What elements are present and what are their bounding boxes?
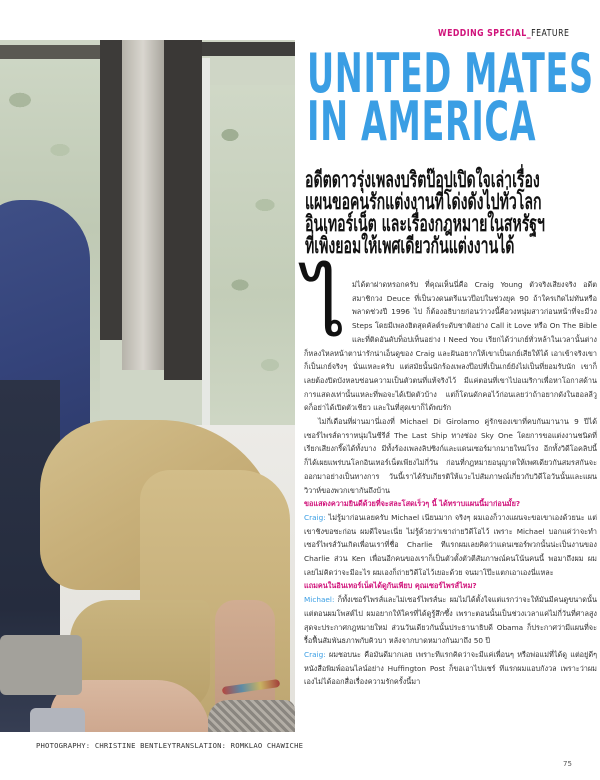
window-frame-light bbox=[122, 40, 164, 370]
interview-question-1: ขอแสดงความยินดีด้วยที่จะสละโสดเร็วๆ นี้ ได้ทราบแผนนี้มาก่อนมั้ย? bbox=[304, 499, 521, 509]
translation-credit: TRANSLATION: ROMKLAO CHAWICHE bbox=[171, 741, 304, 750]
patterned-shoe bbox=[208, 700, 295, 732]
photo-credits bbox=[36, 741, 304, 750]
headline-line-2: IN AMERICA bbox=[307, 90, 537, 153]
speaker-craig: Craig: bbox=[304, 512, 326, 522]
interview-answer-1 bbox=[304, 511, 597, 580]
paragraph-2: ไม่กี่เดือนที่ผ่านมานี่เองที่ Michael Di Girolamo คู่รักของเขาที่คบกันมานาน 9 ปีได้เซอร์ไพรส์ดาราหนุ่มในซีรีส์ The Last Ship ทางช่อง Sky One โดยการขอแต่งงานชนิดที่เรียกเสียงกรี๊ดได้ทั้งบาง มีทั้งร้องเพลงลิปซิงก์และแดนเซอร์มากมายใหม่โรง อีกทั้งวิดีโอคลิปนี้ก็ได้เผยแพร่บนโลกอินเทอร์เน็ตเพียงไม่กี่วัน ก่อนที่กฎหมายอนุญาตให้เพศเดียวกันสมรสกันจะออกมาอย่างเป็นทางการ วันนี้เราได้รับเกียรติให้แวะไปสัมภาษณ์เกี่ยวกับวิดีโอวันนั้นและแผนวิวาห์ของพวกเขากันถึงบ้าน bbox=[304, 417, 597, 495]
headline bbox=[307, 42, 594, 153]
page-number: 75 bbox=[563, 760, 572, 768]
kicker-highlight: WEDDING SPECIAL bbox=[438, 28, 527, 39]
feature-photo bbox=[0, 40, 295, 732]
kicker-separator: _ bbox=[526, 28, 532, 39]
drop-cap: ไ bbox=[304, 258, 347, 356]
window-sash-left bbox=[0, 45, 110, 59]
interview-question-2: แถมคนในอินเทอร์เน็ตได้ดูกันเพียบ คุณเซอร์ไพรส์ไหม? bbox=[304, 581, 477, 591]
article-body bbox=[304, 258, 597, 689]
answer-text-3: ผมชอบนะ คือมันดีมากเลย เพราะทีแรกคิดว่าจะมีแค่เพื่อนๆ หรือพ่อแม่ที่ได้ดู แต่อยู่ดีๆ หนังสือพิมพ์ออนไลน์อย่าง Huffington Post ก็ขอเอาไปแชร์ ทีแรกผมแอบกังวล เพราะว่าผมเองไม่ได้ออกสื่อเรื่องความรักครั้งนี้มา bbox=[304, 649, 597, 687]
interview-answer-2 bbox=[304, 593, 597, 648]
window-edge bbox=[202, 58, 210, 478]
intro-text: ม่ได้ตาฝาดหรอกครับ ที่คุณเห็นนี่คือ Craig Young ตัวจริงเสียงจริง อดีตสมาชิกวง Deuce ที่เป็นวงดนตรีแนวป๊อปในช่วงยุค 90 ถ้าใครเกิดไม่ทันหรือพลาดช่วงปี 1996 ไป ก็ต้องอธิบายก่อนว่าวงนี้คือวงหนุ่มสาวก่อนหน้าที่จะมีวง Steps โดยมีเพลงฮิตสุดคัลต์ระดับชาติอย่าง Call it Love หรือ On The Bible และที่ติดอันดับท็อปเท็นอย่าง I Need You เรียกได้ว่าเกย์ทั่วหล้าในเวลานั้นต่างก็หลงใหลหน้าตาน่ารักน่าเอ็นดูของ Craig และฝันอยากให้เขาเป็นเกย์เสียให้ได้ เอาเข้าจริงเขาก็เป็นเกย์จริงๆ นั่นแหละครับ แต่สมัยนั้นนักร้องเพลงป๊อปที่เป็นเกย์ยังไม่เป็นที่ยอมรับนัก เขาก็เลยต้องปิดบังหลบซ่อนความเป็นตัวตนที่แท้จริงไว้ มีแค่ตอนที่เขาไปอเมริกาเพื่อหาโอกาสด้านการแสดงเท่านั้นแหละที่พอจะได้เปิดตัวบ้าง แต่ก็โดนดักคอไว้ก่อนเลยว่าถ้าอยากดังในฮอลลีวูดก็อย่าได้เปิดตัวเชียว และในที่สุดเขาก็ได้พบรัก bbox=[304, 280, 597, 413]
standfirst-line-1: อดีตดาวรุ่งเพลงบริตป๊อปเปิดใจเล่าเรื่อง bbox=[305, 168, 540, 193]
window-sash-right bbox=[200, 42, 295, 56]
rolled-cuff bbox=[0, 635, 82, 695]
interview-answer-3 bbox=[304, 648, 597, 689]
photography-credit: PHOTOGRAPHY: CHRISTINE BENTLEY bbox=[36, 741, 172, 750]
answer-text-1: ไม่รู้มาก่อนเลยครับ Michael เนียนมาก จริงๆ ผมเองก็วางแผนจะขอเขาเองด้วยนะ แต่เขาชิงขอซะก่อน ผมดีใจนะเนี่ย ไม่รู้ด้วยว่าเขาถ่ายวิดีโอไว้ เพราะ Michael บอกแค่ว่าจะทำเซอร์ไพรส์วันเกิดเพื่อนเราที่ชื่อ Charlie ทีแรกผมเลยคิดว่าแดนเซอร์พวกนั้นน่ะเป็นงานของ Charlie ส่วน Ken เพื่อนอีกคนของเราก็เป็นตัวตั้งตัวตีสัมภาษณ์คนโน้นคนนี้ พอมาถึงผม ผมเลยไม่คิดว่าจะมีอะไร ผมเองก็ถ่ายวิดีโอไว้เยอะด้วย จนมาโป๊ะแตกเอาเองนี่แหละ bbox=[304, 512, 597, 577]
standfirst-line-2: แผนขอคนรักแต่งงานที่โด่งดังไปทั่วโลก bbox=[305, 190, 542, 215]
standfirst-line-4: ที่เพิ่งยอมให้เพศเดียวกันแต่งงานได้ bbox=[305, 234, 515, 259]
rolled-cuff-2 bbox=[30, 708, 85, 732]
standfirst bbox=[305, 170, 587, 258]
speaker-michael: Michael: bbox=[304, 595, 335, 605]
window-frame-dark bbox=[100, 40, 122, 340]
section-kicker bbox=[438, 28, 569, 39]
kicker-section: FEATURE bbox=[531, 28, 570, 39]
window-frame-dark-2 bbox=[164, 40, 202, 380]
speaker-craig-2: Craig: bbox=[304, 649, 326, 659]
answer-text-2: ก็ทั้งเซอร์ไพรส์และไม่เซอร์ไพรส์นะ ผมไม่ได้ตั้งใจแต่แรกว่าจะให้มันมีคนดูขนาดนั้น แต่ตอนผมโพสต์ไป ผมอยากให้ใครที่ได้ดูรู้สึกซึ้ง เพราะตอนนั้นเป็นช่วงเวลาแค่ไม่กี่วันที่ศาลสูงสุดจะประกาศกฎหมายใหม่ ส่วนวันเดียวกันนั้นประธานาธิบดี Obama ก็ประกาศว่ามีแผนที่จะรื้อฟื้นสัมพันธภาพกับคิวบา หลังจากบาดหมางกันมาถึง 50 ปี bbox=[304, 595, 597, 646]
headline-line-1: UNITED MATES bbox=[307, 42, 594, 105]
intro-paragraph bbox=[304, 258, 597, 415]
standfirst-line-3: อินเทอร์เน็ต และเรื่องกฎหมายในสหรัฐฯ bbox=[305, 212, 545, 237]
